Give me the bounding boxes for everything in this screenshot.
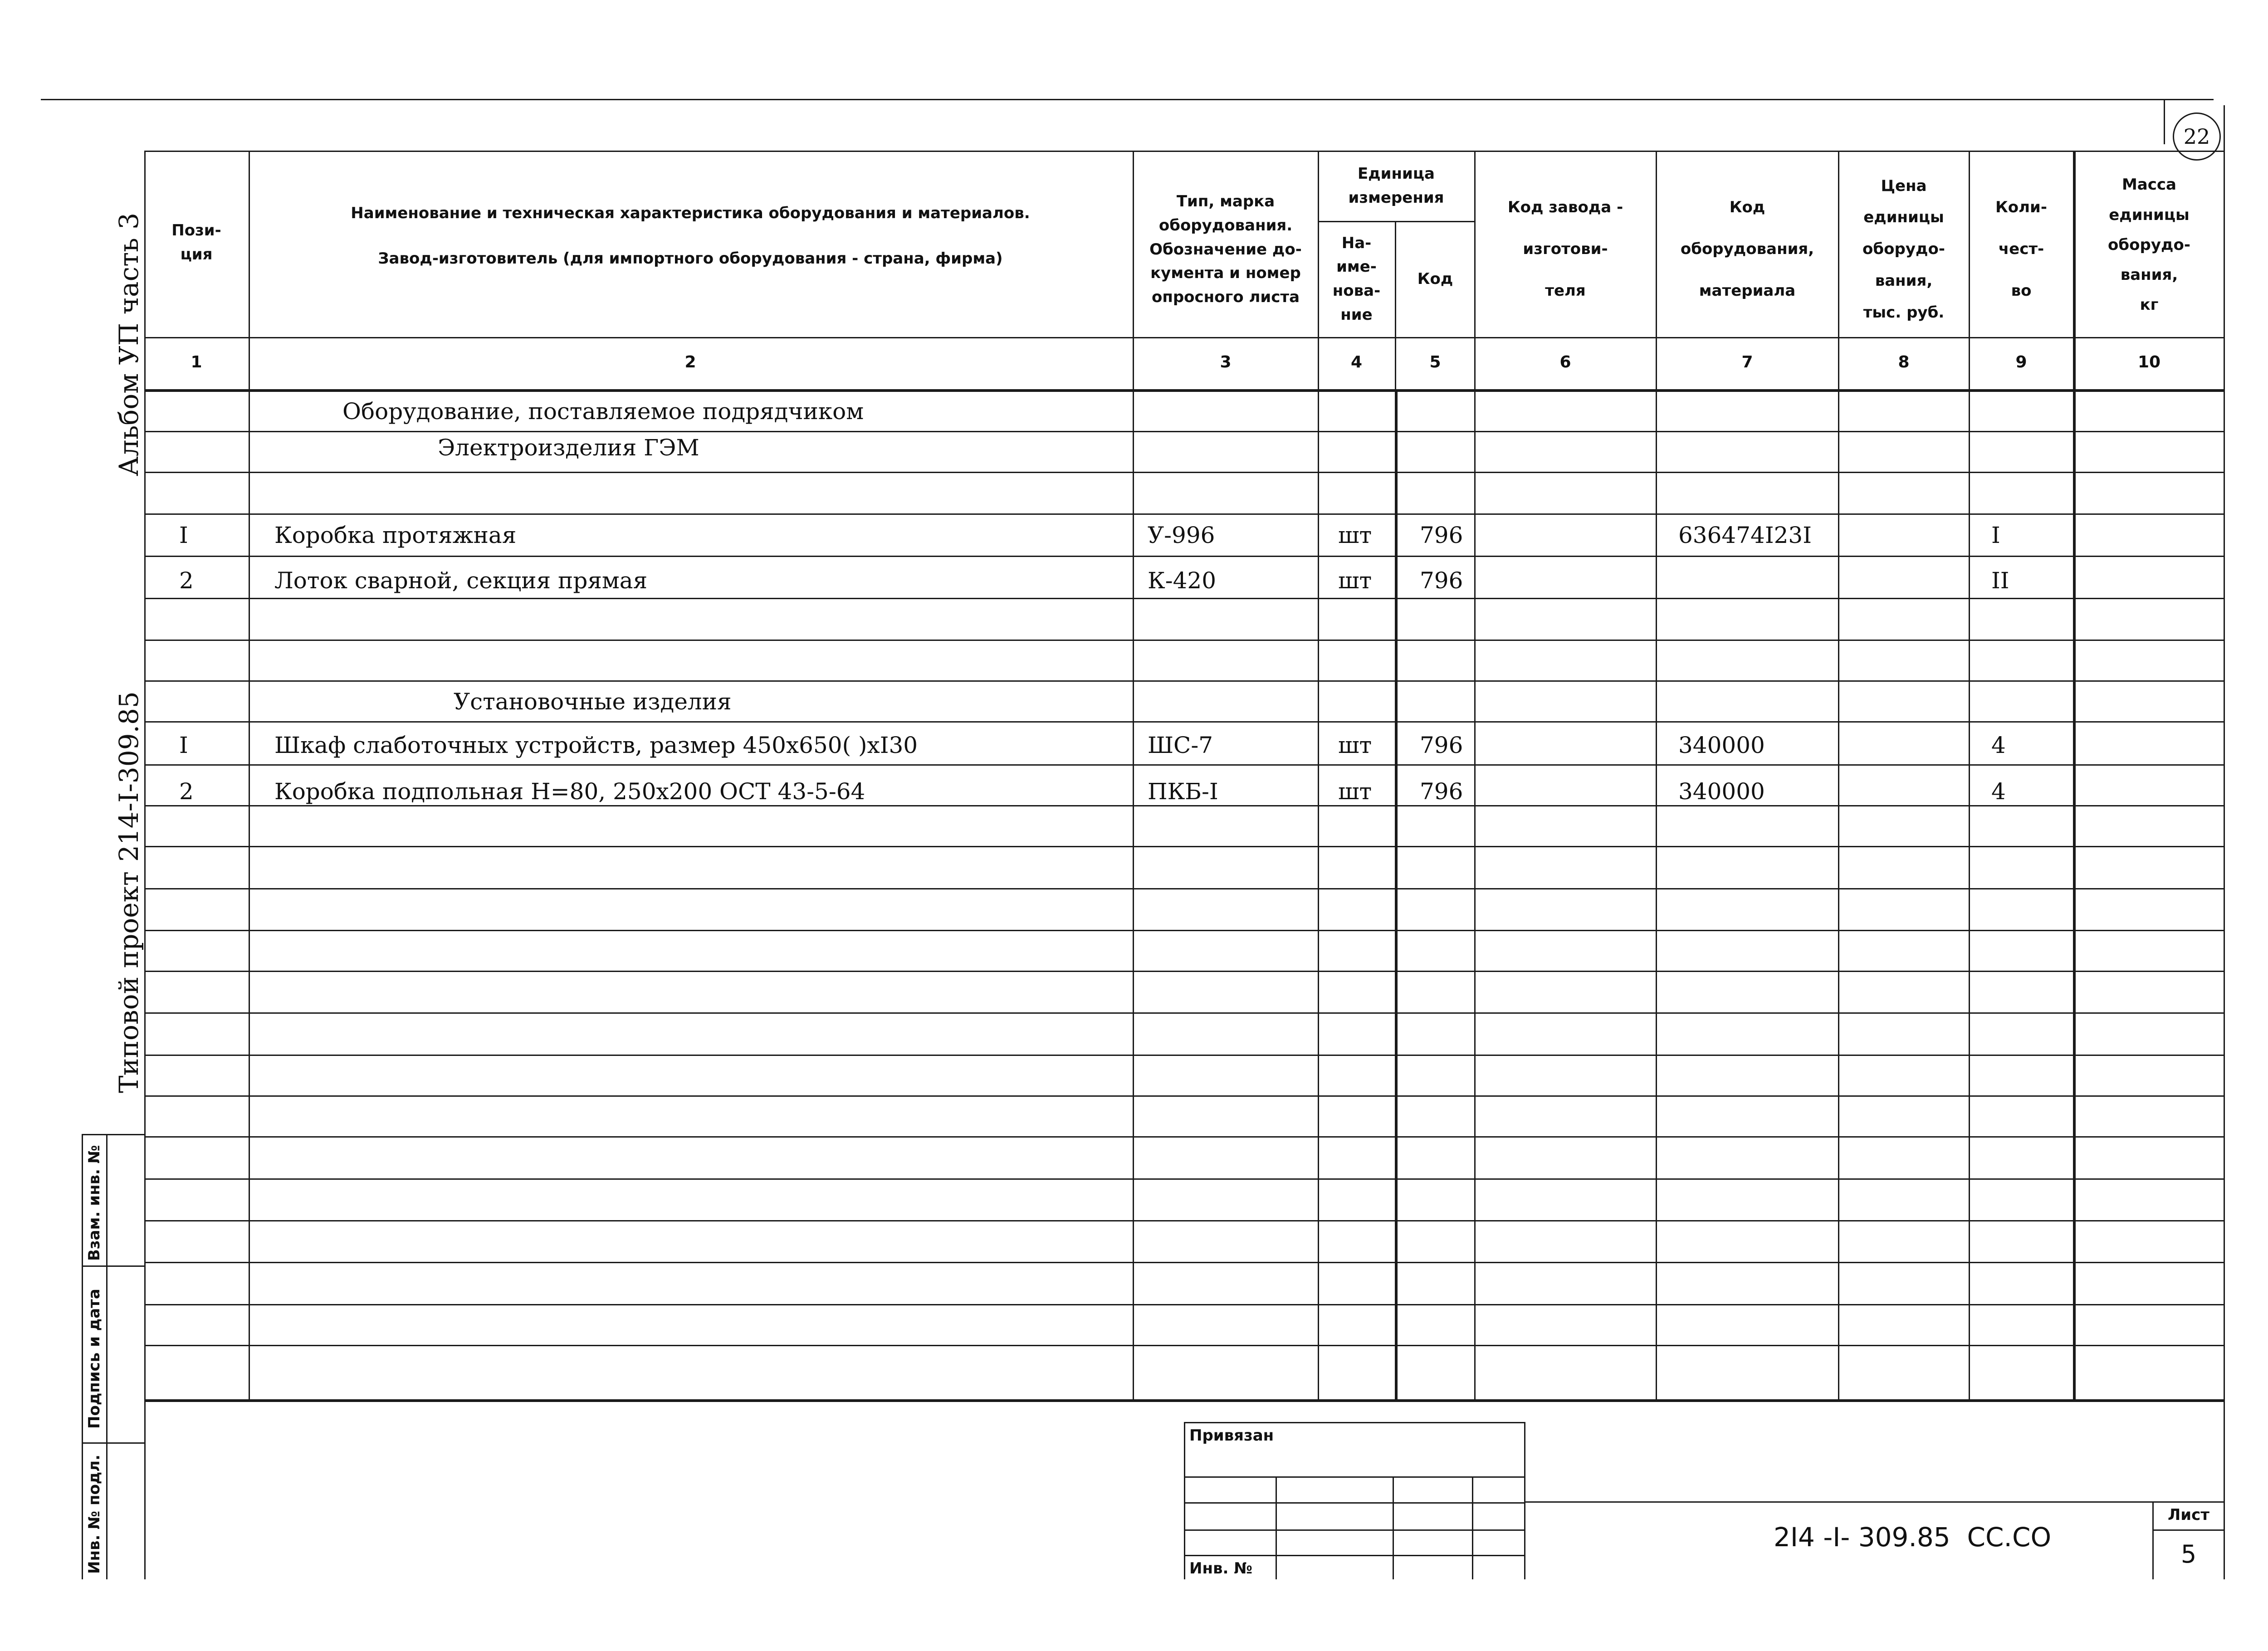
side-stamp-inv-podl: Инв. № подл. bbox=[85, 1454, 103, 1574]
col-line-4-thick bbox=[1395, 389, 1398, 1401]
stamp-privyazan-col-3 bbox=[1472, 1476, 1473, 1579]
side-stamp-mid bbox=[106, 1134, 108, 1579]
colnum-1: 1 bbox=[191, 353, 202, 371]
row-line bbox=[144, 598, 2224, 599]
page-number-circle bbox=[2173, 112, 2221, 161]
row-line bbox=[144, 556, 2224, 557]
row-1-type: У-996 bbox=[1148, 522, 1215, 548]
row-line bbox=[144, 1095, 2224, 1097]
row-line bbox=[144, 1262, 2224, 1263]
header-unit-group: Единица измерения bbox=[1348, 165, 1444, 207]
row-line bbox=[144, 764, 2224, 766]
header-factory-code: Код завода - изготови- теля bbox=[1507, 198, 1623, 300]
section-title: Оборудование, поставляемое подрядчиком bbox=[342, 398, 864, 425]
stamp-sheet-label: Лист bbox=[2168, 1506, 2209, 1524]
col-line-6 bbox=[1656, 151, 1657, 1401]
header-name-line2: Завод-изготовитель (для импортного оборудования - страна, фирма) bbox=[378, 249, 1003, 268]
top-border bbox=[41, 99, 2214, 100]
col-line-1 bbox=[249, 151, 250, 1401]
row-3-code: 796 bbox=[1420, 732, 1463, 758]
table-bottom bbox=[144, 1399, 2224, 1402]
row-line bbox=[144, 640, 2224, 641]
colnum-3: 3 bbox=[1220, 353, 1232, 371]
row-line bbox=[144, 1055, 2224, 1056]
header-quantity: Коли- чест- во bbox=[1995, 198, 2047, 300]
col-line-3 bbox=[1318, 151, 1319, 1401]
header-unit-name: На- име- нова- ние bbox=[1332, 234, 1381, 324]
row-line bbox=[144, 846, 2224, 847]
row-line bbox=[144, 680, 2224, 682]
row-1-name: Коробка протяжная bbox=[274, 522, 517, 548]
col-line-5 bbox=[1474, 151, 1476, 1401]
header-unit-code: Код bbox=[1417, 269, 1453, 288]
row-line bbox=[144, 513, 2224, 515]
row-3-unit: шт bbox=[1338, 732, 1372, 758]
row-line bbox=[144, 1304, 2224, 1305]
col-line-7 bbox=[1838, 151, 1839, 1401]
subsection-title: Электроизделия ГЭМ bbox=[438, 435, 699, 461]
row-line bbox=[144, 971, 2224, 972]
stamp-privyazan-col-2 bbox=[1393, 1476, 1394, 1579]
stamp-privyazan-top bbox=[1184, 1422, 1524, 1423]
row-3-type: ШС-7 bbox=[1148, 732, 1213, 758]
col-line-9 bbox=[2073, 151, 2076, 1401]
side-stamp-left bbox=[82, 1134, 83, 1579]
row-line bbox=[144, 1012, 2224, 1014]
stamp-sheet-split bbox=[2152, 1529, 2224, 1531]
row-4-name: Коробка подпольная Н=80, 250x200 ОСТ 43-5-64 bbox=[274, 778, 865, 805]
row-4-type: ПКБ-I bbox=[1148, 778, 1218, 805]
colnum-9: 9 bbox=[2015, 353, 2027, 371]
row-3-qty: 4 bbox=[1991, 732, 2006, 758]
row-2-unit: шт bbox=[1338, 567, 1372, 594]
stamp-privyazan-right bbox=[1524, 1422, 1525, 1579]
row-4-code: 796 bbox=[1420, 778, 1463, 805]
row-3-position: I bbox=[179, 732, 188, 758]
frame-left bbox=[144, 151, 146, 1579]
side-label-project-type: Типовой проект bbox=[113, 871, 144, 1093]
side-stamp-div-2 bbox=[82, 1442, 144, 1444]
row-4-equip-code: 340000 bbox=[1678, 778, 1765, 805]
colnum-7: 7 bbox=[1741, 353, 1753, 371]
header-type: Тип, марка оборудования. Обозначение до- кумента и номер опросного листа bbox=[1149, 192, 1302, 307]
frame-right bbox=[2224, 105, 2225, 1579]
page-number: 22 bbox=[2183, 124, 2210, 149]
colnum-2: 2 bbox=[684, 353, 696, 371]
col-line-8 bbox=[1969, 151, 1970, 1401]
header-name-line1: Наименование и техническая характеристика оборудования и материалов. bbox=[351, 204, 1030, 222]
side-label-project-code: 214-I-309.85 bbox=[113, 691, 144, 862]
row-line bbox=[144, 472, 2224, 473]
side-stamp-div-1 bbox=[82, 1265, 144, 1267]
section-title-2: Установочные изделия bbox=[454, 689, 732, 715]
side-stamp-vzam-inv: Взам. инв. № bbox=[85, 1145, 103, 1261]
row-3-equip-code: 340000 bbox=[1678, 732, 1765, 758]
stamp-doc-code: 2I4 -I- 309.85 СС.СО bbox=[1774, 1522, 2052, 1553]
row-1-unit: шт bbox=[1338, 522, 1372, 548]
row-2-name: Лоток сварной, секция прямая bbox=[274, 567, 648, 594]
row-line bbox=[144, 431, 2224, 432]
frame-top bbox=[144, 151, 2224, 152]
row-3-name: Шкаф слаботочных устройств, размер 450x650( )xI30 bbox=[274, 732, 918, 758]
row-line bbox=[144, 1178, 2224, 1180]
row-2-type: К-420 bbox=[1148, 567, 1217, 594]
row-4-unit: шт bbox=[1338, 778, 1372, 805]
row-1-position: I bbox=[179, 522, 188, 548]
row-1-equip-code: 636474I23I bbox=[1678, 522, 1812, 548]
number-row-bottom bbox=[144, 389, 2224, 392]
colnum-5: 5 bbox=[1429, 353, 1441, 371]
colnum-8: 8 bbox=[1898, 353, 1910, 371]
header-bottom bbox=[144, 337, 2224, 338]
row-line bbox=[144, 805, 2224, 806]
stamp-privyazan-col-1 bbox=[1276, 1476, 1277, 1579]
row-line bbox=[144, 1345, 2224, 1346]
header-price: Цена единицы оборудо- вания, тыс. руб. bbox=[1862, 176, 1945, 322]
colnum-6: 6 bbox=[1559, 353, 1571, 371]
row-2-position: 2 bbox=[179, 567, 194, 594]
corner-tick bbox=[2164, 99, 2165, 144]
stamp-sheet-left bbox=[2152, 1501, 2154, 1579]
side-label-album: Альбом УП часть 3 bbox=[113, 212, 144, 476]
col-line-2 bbox=[1133, 151, 1134, 1401]
side-stamp-signature-date: Подпись и дата bbox=[85, 1289, 103, 1429]
header-position: Пози- ция bbox=[171, 221, 221, 264]
header-equipment-code: Код оборудования, материала bbox=[1680, 198, 1814, 300]
stamp-code-top bbox=[1524, 1501, 2224, 1503]
stamp-privyazan-label: Привязан bbox=[1189, 1426, 1274, 1445]
row-line bbox=[144, 888, 2224, 889]
row-1-code: 796 bbox=[1420, 522, 1463, 548]
row-line bbox=[144, 1220, 2224, 1221]
side-stamp-top bbox=[82, 1134, 144, 1135]
stamp-sheet-number: 5 bbox=[2180, 1540, 2197, 1568]
row-line bbox=[144, 930, 2224, 931]
row-4-position: 2 bbox=[179, 778, 194, 805]
row-4-qty: 4 bbox=[1991, 778, 2006, 805]
header-mass: Масса единицы оборудо- вания, кг bbox=[2108, 176, 2190, 314]
row-1-qty: I bbox=[1991, 522, 2000, 548]
colnum-10: 10 bbox=[2137, 353, 2161, 371]
row-2-qty: II bbox=[1991, 567, 2009, 594]
row-line bbox=[144, 721, 2224, 723]
row-2-code: 796 bbox=[1420, 567, 1463, 594]
colnum-4: 4 bbox=[1350, 353, 1363, 371]
row-line bbox=[144, 1136, 2224, 1138]
stamp-inv-no-label: Инв. № bbox=[1189, 1559, 1253, 1578]
